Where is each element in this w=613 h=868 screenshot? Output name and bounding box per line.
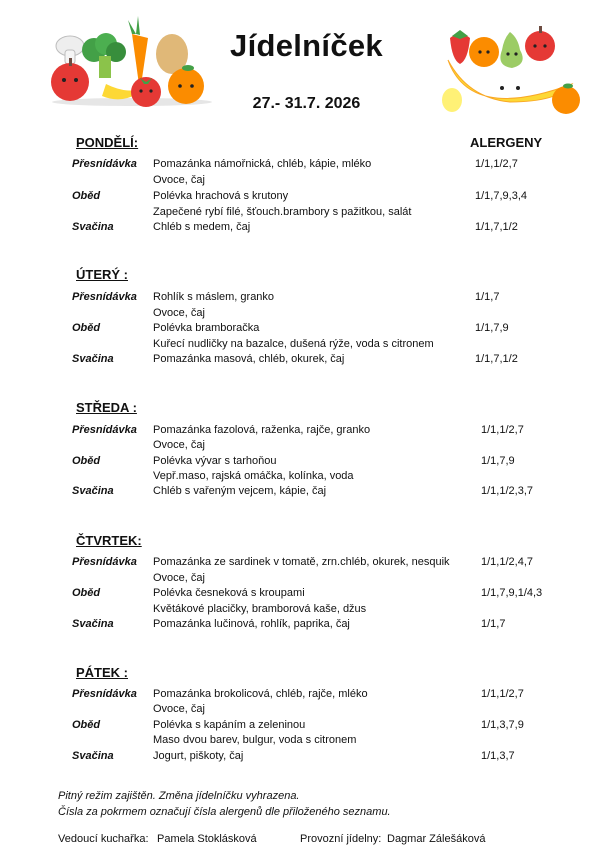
meal-label: Přesnídávka: [72, 424, 137, 436]
allergen-codes: 1/1,3,7: [481, 750, 515, 762]
page-title: Jídelníček: [230, 28, 383, 63]
meal-label: Přesnídávka: [72, 556, 137, 568]
dish-line: Ovoce, čaj: [153, 174, 205, 186]
allergen-codes: 1/1,7,1/2: [475, 353, 518, 365]
dish-line: Polévka vývar s tarhoňou: [153, 455, 277, 467]
dish-line: Vepř.maso, rajská omáčka, kolínka, voda: [153, 470, 354, 482]
meal-label: Oběd: [72, 322, 101, 334]
meal-label: Svačina: [72, 485, 114, 497]
dish-line: Polévka česneková s kroupami: [153, 587, 305, 599]
allergen-codes: 1/1,7,9: [481, 455, 515, 467]
allergen-codes: 1/1,1/2,7: [481, 688, 524, 700]
fruits-illustration-icon: [440, 26, 585, 116]
dish-line: Polévka hrachová s krutony: [153, 190, 289, 202]
dish-line: Pomazánka fazolová, raženka, rajče, granko: [153, 424, 371, 436]
meal-label: Přesnídávka: [72, 158, 137, 170]
allergen-codes: 1/1,1/2,4,7: [481, 556, 533, 568]
allergens-column-header: ALERGENY: [470, 135, 543, 150]
date-range: 27.- 31.7. 2026: [252, 95, 361, 112]
dish-line: Pomazánka námořnická, chléb, kápie, mléko: [153, 158, 372, 170]
manager-name: Dagmar Zálešáková: [387, 833, 486, 845]
dish-line: Chléb s vařeným vejcem, kápie, čaj: [153, 485, 327, 497]
meal-label: Přesnídávka: [72, 688, 137, 700]
dish-line: Zapečené rybí filé, šťouch.brambory s pažitkou, salát: [153, 206, 412, 218]
allergen-codes: 1/1,7,9: [475, 322, 509, 334]
meal-label: Oběd: [72, 587, 101, 599]
dish-line: Polévka bramboračka: [153, 322, 260, 334]
allergen-codes: 1/1,1/2,7: [481, 424, 524, 436]
day-heading-friday: PÁTEK :: [76, 665, 128, 680]
manager-label: Provozní jídelny:: [300, 833, 382, 845]
allergen-codes: 1/1,1/2,3,7: [481, 485, 533, 497]
dish-line: Pomazánka brokolicová, chléb, rajče, mléko: [153, 688, 368, 700]
day-heading-monday: PONDĚLÍ:: [76, 135, 139, 150]
cook-label: Vedoucí kuchařka:: [58, 833, 149, 845]
allergen-codes: 1/1,7,9,1/4,3: [481, 587, 543, 599]
meal-label: Svačina: [72, 618, 114, 630]
dish-line: Pomazánka ze sardinek v tomatě, zrn.chléb, okurek, nesquik: [153, 556, 450, 568]
dish-line: Květákové placičky, bramborová kaše, džus: [153, 603, 367, 615]
dish-line: Polévka s kapáním a zeleninou: [153, 719, 306, 731]
dish-line: Ovoce, čaj: [153, 307, 205, 319]
dish-line: Ovoce, čaj: [153, 572, 205, 584]
dish-line: Jogurt, piškoty, čaj: [153, 750, 244, 762]
allergen-codes: 1/1,7,9,3,4: [475, 190, 527, 202]
dish-line: Chléb s medem, čaj: [153, 221, 251, 233]
allergen-codes: 1/1,3,7,9: [481, 719, 524, 731]
allergen-codes: 1/1,7,1/2: [475, 221, 518, 233]
allergen-codes: 1/1,7: [475, 291, 500, 303]
meal-label: Svačina: [72, 750, 114, 762]
dish-line: Pomazánka lučinová, rohlík, paprika, čaj: [153, 618, 350, 630]
dish-line: Maso dvou barev, bulgur, voda s citronem: [153, 734, 357, 746]
allergen-codes: 1/1,1/2,7: [475, 158, 518, 170]
note-drinking-regime: Pitný režim zajištěn. Změna jídelníčku vyhrazena.: [58, 790, 300, 802]
day-heading-tuesday: ÚTERÝ :: [76, 267, 128, 282]
day-heading-wednesday: STŘEDA :: [76, 400, 137, 415]
meal-label: Svačina: [72, 221, 114, 233]
dish-line: Kuřecí nudličky na bazalce, dušená rýže, voda s citronem: [153, 338, 434, 350]
cook-name: Pamela Stoklásková: [157, 833, 257, 845]
meal-label: Svačina: [72, 353, 114, 365]
meal-label: Přesnídávka: [72, 291, 137, 303]
day-heading-thursday: ČTVRTEK:: [76, 533, 142, 548]
meal-label: Oběd: [72, 719, 101, 731]
allergen-codes: 1/1,7: [481, 618, 506, 630]
meal-label: Oběd: [72, 455, 101, 467]
dish-line: Rohlík s máslem, granko: [153, 291, 275, 303]
note-allergen-numbers: Čísla za pokrmem označují čísla alergenů dle přiloženého seznamu.: [58, 806, 391, 818]
meal-label: Oběd: [72, 190, 101, 202]
dish-line: Ovoce, čaj: [153, 703, 205, 715]
dish-line: Pomazánka masová, chléb, okurek, čaj: [153, 353, 345, 365]
dish-line: Ovoce, čaj: [153, 439, 205, 451]
